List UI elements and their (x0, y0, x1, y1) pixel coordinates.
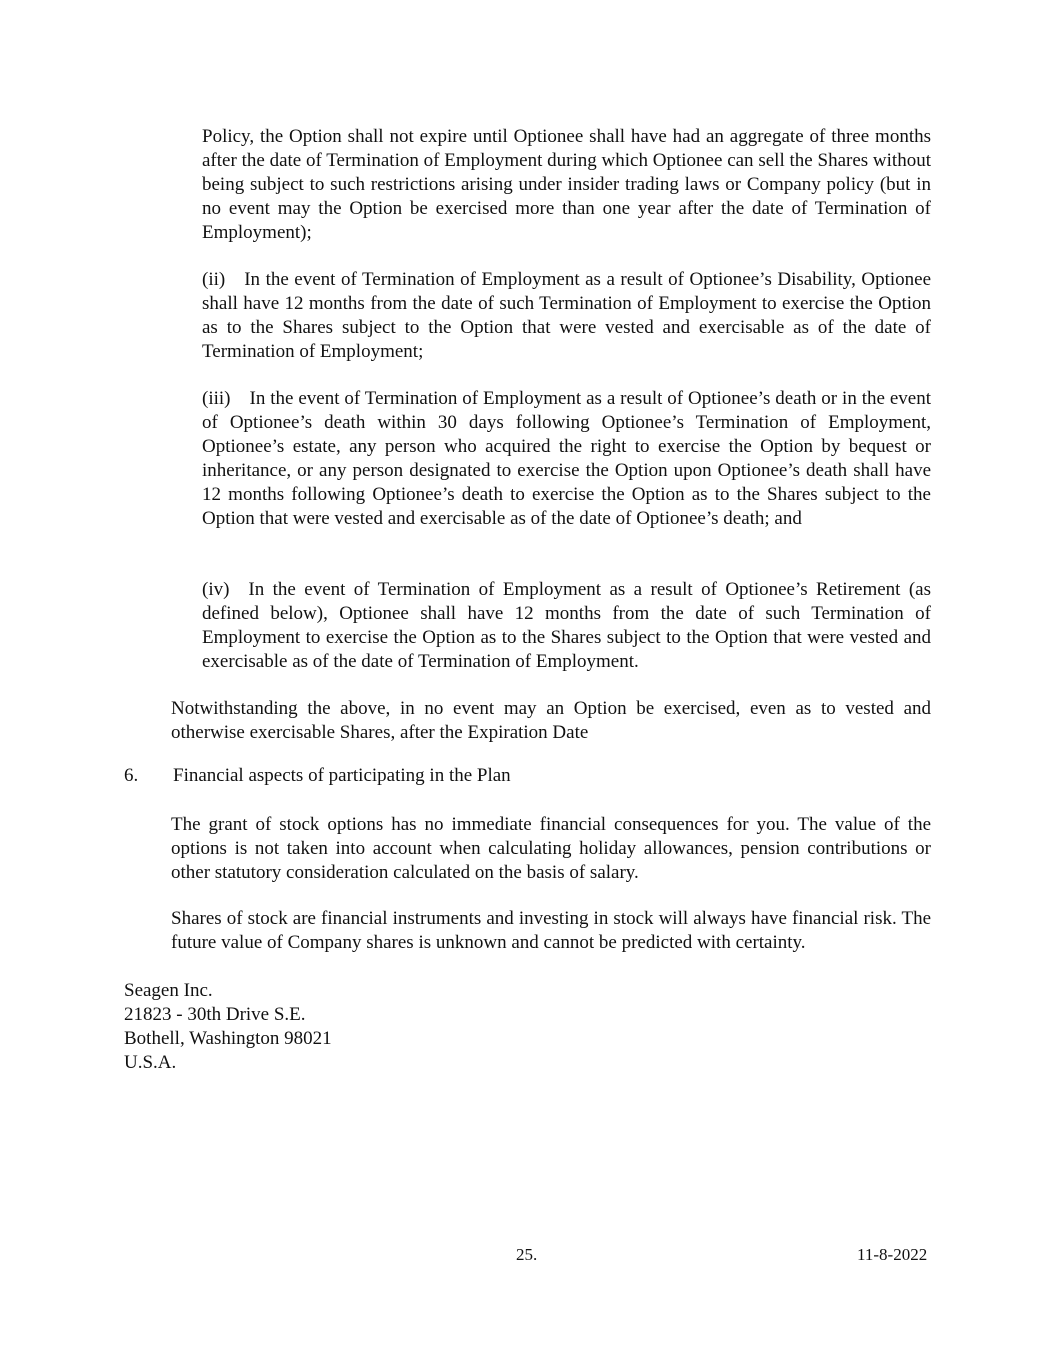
section-6-heading (124, 764, 924, 788)
page-number: 25. (516, 1245, 538, 1264)
item-iii-paragraph: (iii) In the event of Termination of Employment as a result of Optionee’s death or in the event of Optionee’s death within 30 days following Optionee’s Termination of Employment, Optionee’s estate, any person who acquired the right to exercise the Option by bequest or inheritance, or any person designated to exercise the Option upon Optionee’s death shall have 12 months following Optionee’s death to exercise the Option as to the Shares subject to the Option that were vested and exercisable as of the date of Optionee’s death; and (202, 388, 931, 529)
address-line-country: U.S.A. (124, 1052, 177, 1073)
section-6-paragraph-1: The grant of stock options has no immediate financial consequences for you. The value of the options is not taken into account when calculating holiday allowances, pension contributions or other statutory consideration calculated on the basis of salary. (171, 814, 931, 883)
continuation-paragraph: Policy, the Option shall not expire until Optionee shall have had an aggregate of three months after the date of Termination of Employment during which Optionee can sell the Shares without being subject to such restrictions arising under insider trading laws or Company policy (but in no event may the Option be exercised more than one year after the date of Termination of Employment); (202, 126, 931, 243)
address-line-street: 21823 - 30th Drive S.E. (124, 1004, 306, 1025)
section-number: 6. (124, 765, 139, 786)
item-iv-paragraph: (iv) In the event of Termination of Employment as a result of Optionee’s Retirement (as defined below), Optionee shall have 12 months from the date of such Termination of Employment to exercise the Option as to the Shares subject to the Option that were vested and exercisable as of the date of Termination of Employment. (202, 579, 931, 672)
address-line-company: Seagen Inc. (124, 980, 213, 1001)
address-line-city: Bothell, Washington 98021 (124, 1028, 332, 1049)
footer-date: 11-8-2022 (857, 1245, 928, 1264)
section-title: Financial aspects of participating in the Plan (173, 765, 511, 786)
section-6-paragraph-2: Shares of stock are financial instruments and investing in stock will always have financial risk. The future value of Company shares is unknown and cannot be predicted with certainty. (171, 908, 931, 953)
item-ii-paragraph: (ii) In the event of Termination of Employment as a result of Optionee’s Disability, Optionee shall have 12 months from the date of such Termination of Employment to exercise the Option as to the Shares subject to the Option that were vested and exercisable as of the date of Termination of Employment; (202, 269, 931, 362)
company-address (124, 979, 524, 1075)
notwithstanding-paragraph: Notwithstanding the above, in no event may an Option be exercised, even as to vested and otherwise exercisable Shares, after the Expiration Date (171, 698, 931, 743)
